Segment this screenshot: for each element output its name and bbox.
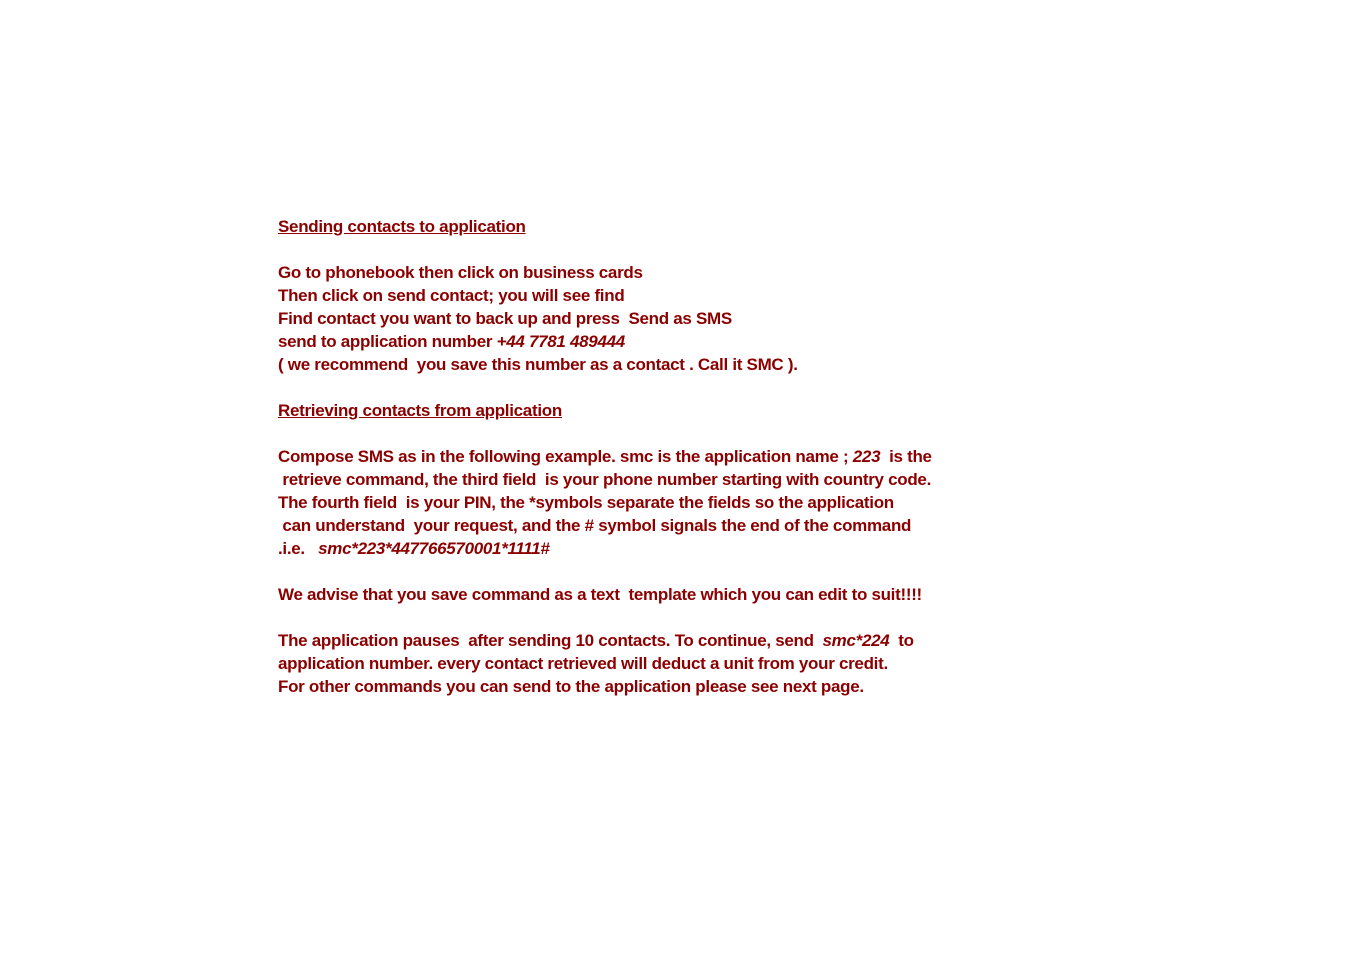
retrieving-line-1 [278,445,1278,468]
continue-command-code: smc*224 [822,631,890,650]
sending-step-2: Then click on send contact; you will see find [278,286,625,305]
spacer [278,422,1278,445]
retrieving-example [278,537,1278,560]
sending-step-4-prefix: send to application number [278,332,497,351]
pause-line-1-prefix: The application pauses after sending 10 contacts. To continue, send [278,631,823,650]
pause-line-1-suffix: to [889,631,914,650]
instructions-text [278,215,1278,698]
pause-line-3: For other commands you can send to the application please see next page. [278,677,864,696]
template-advice: We advise that you save command as a text template which you can edit to suit!!!! [278,585,922,604]
section-heading-retrieving: Retrieving contacts from application [278,401,562,420]
example-command: smc*223*447766570001*1111# [318,539,550,558]
pause-line-1 [278,629,1278,652]
sending-step-3: Find contact you want to back up and press Send as SMS [278,309,732,328]
spacer [278,376,1278,399]
retrieving-line-1-suffix: is the [880,447,932,466]
retrieving-line-3: The fourth field is your PIN, the *symbols separate the fields so the application [278,493,894,512]
retrieve-command-code: 223 [852,447,881,466]
retrieving-line-1-prefix: Compose SMS as in the following example. smc is the application name ; [278,447,853,466]
sending-step-4 [278,330,1278,353]
sending-step-1: Go to phonebook then click on business cards [278,263,643,282]
retrieving-line-2: retrieve command, the third field is your phone number starting with country code. [278,470,932,489]
spacer [278,606,1278,629]
retrieving-example-prefix: .i.e. [278,539,319,558]
spacer [278,238,1278,261]
retrieving-line-4: can understand your request, and the # symbol signals the end of the command [278,516,912,535]
sending-recommendation: ( we recommend you save this number as a contact . Call it SMC ). [278,355,798,374]
application-number: +44 7781 489444 [496,332,625,351]
spacer [278,560,1278,583]
pause-line-2: application number. every contact retrieved will deduct a unit from your credit. [278,654,888,673]
section-heading-sending: Sending contacts to application [278,217,526,236]
